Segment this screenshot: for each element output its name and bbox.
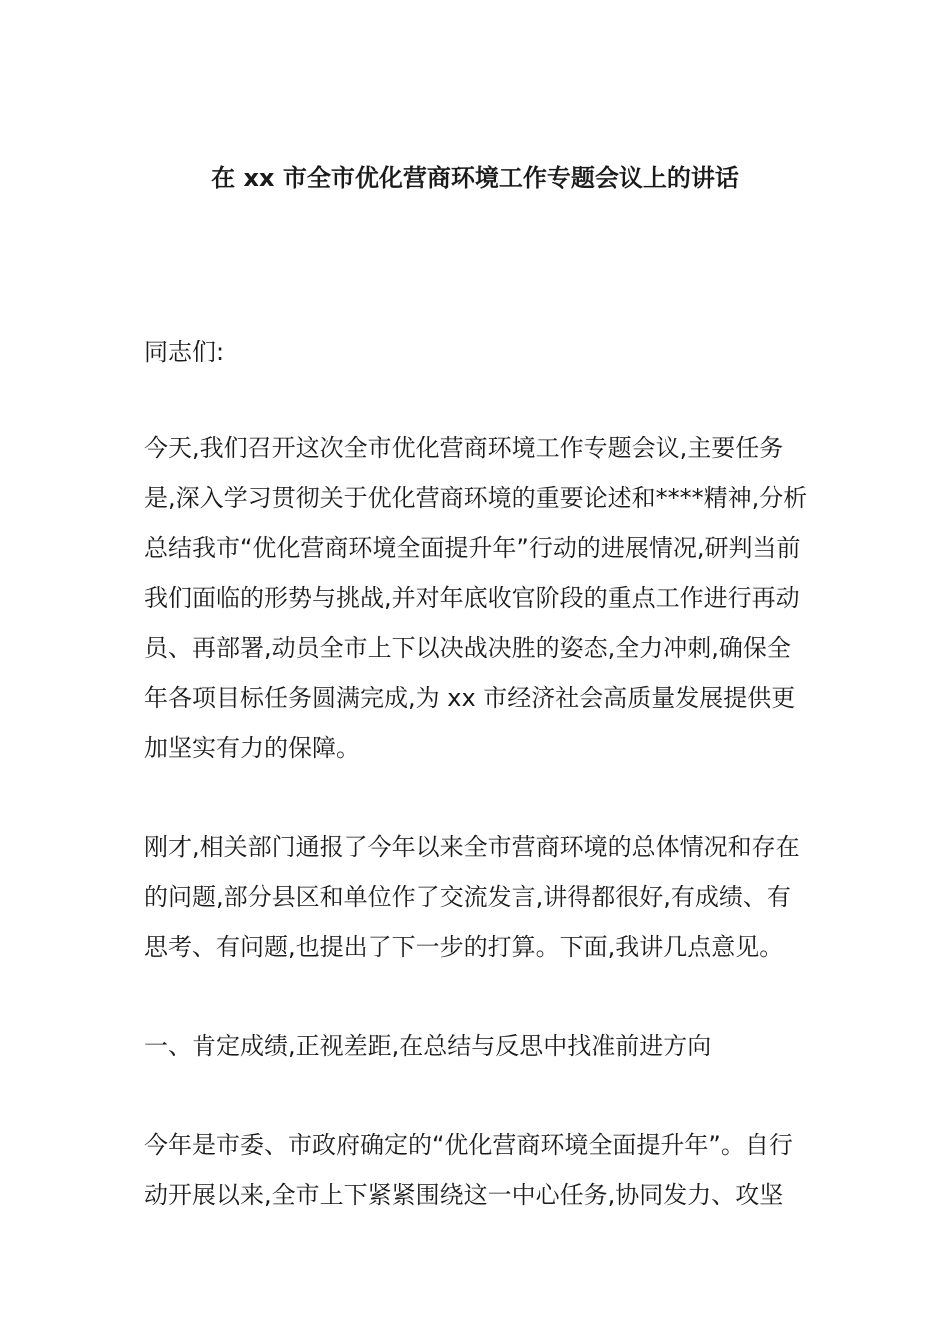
paragraph-opening: 今天,我们召开这次全市优化营商环境工作专题会议,主要任务是,深入学习贯彻关于优化营商环境的重要论述和****精神,分析总结我市“优化营商环境全面提升年”行动的进展情况,研判当前我们面临的形势与挑战,并对年底收官阶段的重点工作进行再动员、再部署,动员全市上下以决战决胜的姿态,全力冲刺,确保全年各项目标任务圆满完成,为 xx 市经济社会高质量发展提供更加坚实有力的保障。 [144,434,808,762]
document-title: 在 xx 市全市优化营商环境工作专题会议上的讲话 [211,164,739,192]
section-paragraph: 今年是市委、市政府确定的“优化营商环境全面提升年”。自行动开展以来,全市上下紧紧围绕这一中心任务,协同发力、攻坚 [144,1131,793,1209]
section-heading: 一、肯定成绩,正视差距,在总结与反思中找准前进方向 [144,1032,712,1060]
paragraph-agenda: 刚才,相关部门通报了今年以来全市营商环境的总体情况和存在的问题,部分县区和单位作了交流发言,讲得都很好,有成绩、有思考、有问题,也提出了下一步的打算。下面,我讲几点意见。 [144,833,800,961]
greeting: 同志们: [144,338,225,366]
